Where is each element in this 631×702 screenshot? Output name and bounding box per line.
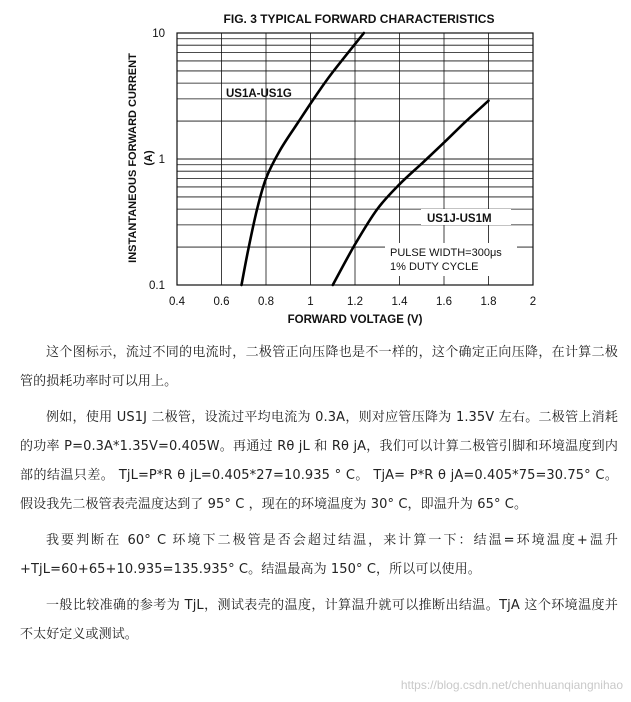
source-watermark: https://blog.csdn.net/chenhuanqiangnihao <box>400 678 623 692</box>
pulse-annotation-box <box>385 243 517 276</box>
y-tick-label: 1 <box>158 154 165 166</box>
paragraph-1: 这个图标示，流过不同的电流时，二极管正向压降也是不一样的，这个确定正向压降，在计算二极管的损耗功率时可以用上。 <box>20 345 618 389</box>
x-tick-label: 0.6 <box>213 296 230 308</box>
x-tick-label: 2 <box>529 296 537 308</box>
x-tick-label: 1.6 <box>436 296 452 308</box>
paragraph-3: 我要判断在 60° C 环境下二极管是否会超过结温，来计算一下：结温=环境温度+温升+TjL=60+65+10.935=135.935° C。结温最高为 150° C，所以可以使用。 <box>20 533 618 577</box>
x-tick-label: 1.4 <box>391 296 408 308</box>
pulse-width-annotation: PULSE WIDTH=300μs <box>390 247 502 259</box>
x-tick-label: 1.2 <box>347 296 363 308</box>
x-axis-label: FORWARD VOLTAGE (V) <box>287 314 423 326</box>
x-tick-label: 0.8 <box>258 296 274 308</box>
chart-title: FIG. 3 TYPICAL FORWARD CHARACTERISTICS <box>223 12 495 26</box>
x-tick-label: 1 <box>307 296 314 308</box>
y-axis-label-line1: INSTANTANEOUS FORWARD CURRENT <box>127 53 139 263</box>
duty-cycle-annotation: 1% DUTY CYCLE <box>390 261 479 273</box>
y-tick-label: 10 <box>152 28 165 40</box>
paragraph-4: 一般比较准确的参考为 TjL，测试表壳的温度，计算温升就可以推断出结温。TjA 这个环境温度并不太好定义或测试。 <box>20 598 618 642</box>
forward-characteristics-chart <box>0 0 631 330</box>
paragraph-2: 例如，使用 US1J 二极管，设流过平均电流为 0.3A，则对应管压降为 1.35V 左右。二极管上消耗的功率 P=0.3A*1.35V=0.405W。再通过 Rθ jL 和 Rθ jA，我们可以计算二极管引脚和环境温度到内部的结温只差。 TjL=P*R θ jL=0.405*27=10.935 ° C。 TjA= P*R θ jA=0.405*75=30.75° C。假设我先二极管表壳温度达到了 95° C ，现在的环境温度为 30° C，即温升为 65° C。 <box>20 410 618 512</box>
series-label-us1j-us1m-box <box>421 209 511 225</box>
x-tick-label: 0.4 <box>169 296 185 308</box>
y-tick-label: 0.1 <box>149 280 165 292</box>
series-label-us1a-us1g: US1A-US1G <box>226 88 292 100</box>
x-tick-label: 1.8 <box>480 296 497 308</box>
series-label-us1j-us1m: US1J-US1M <box>427 213 492 225</box>
article-body <box>20 338 618 656</box>
y-axis-label-line2: (A) <box>143 150 155 166</box>
